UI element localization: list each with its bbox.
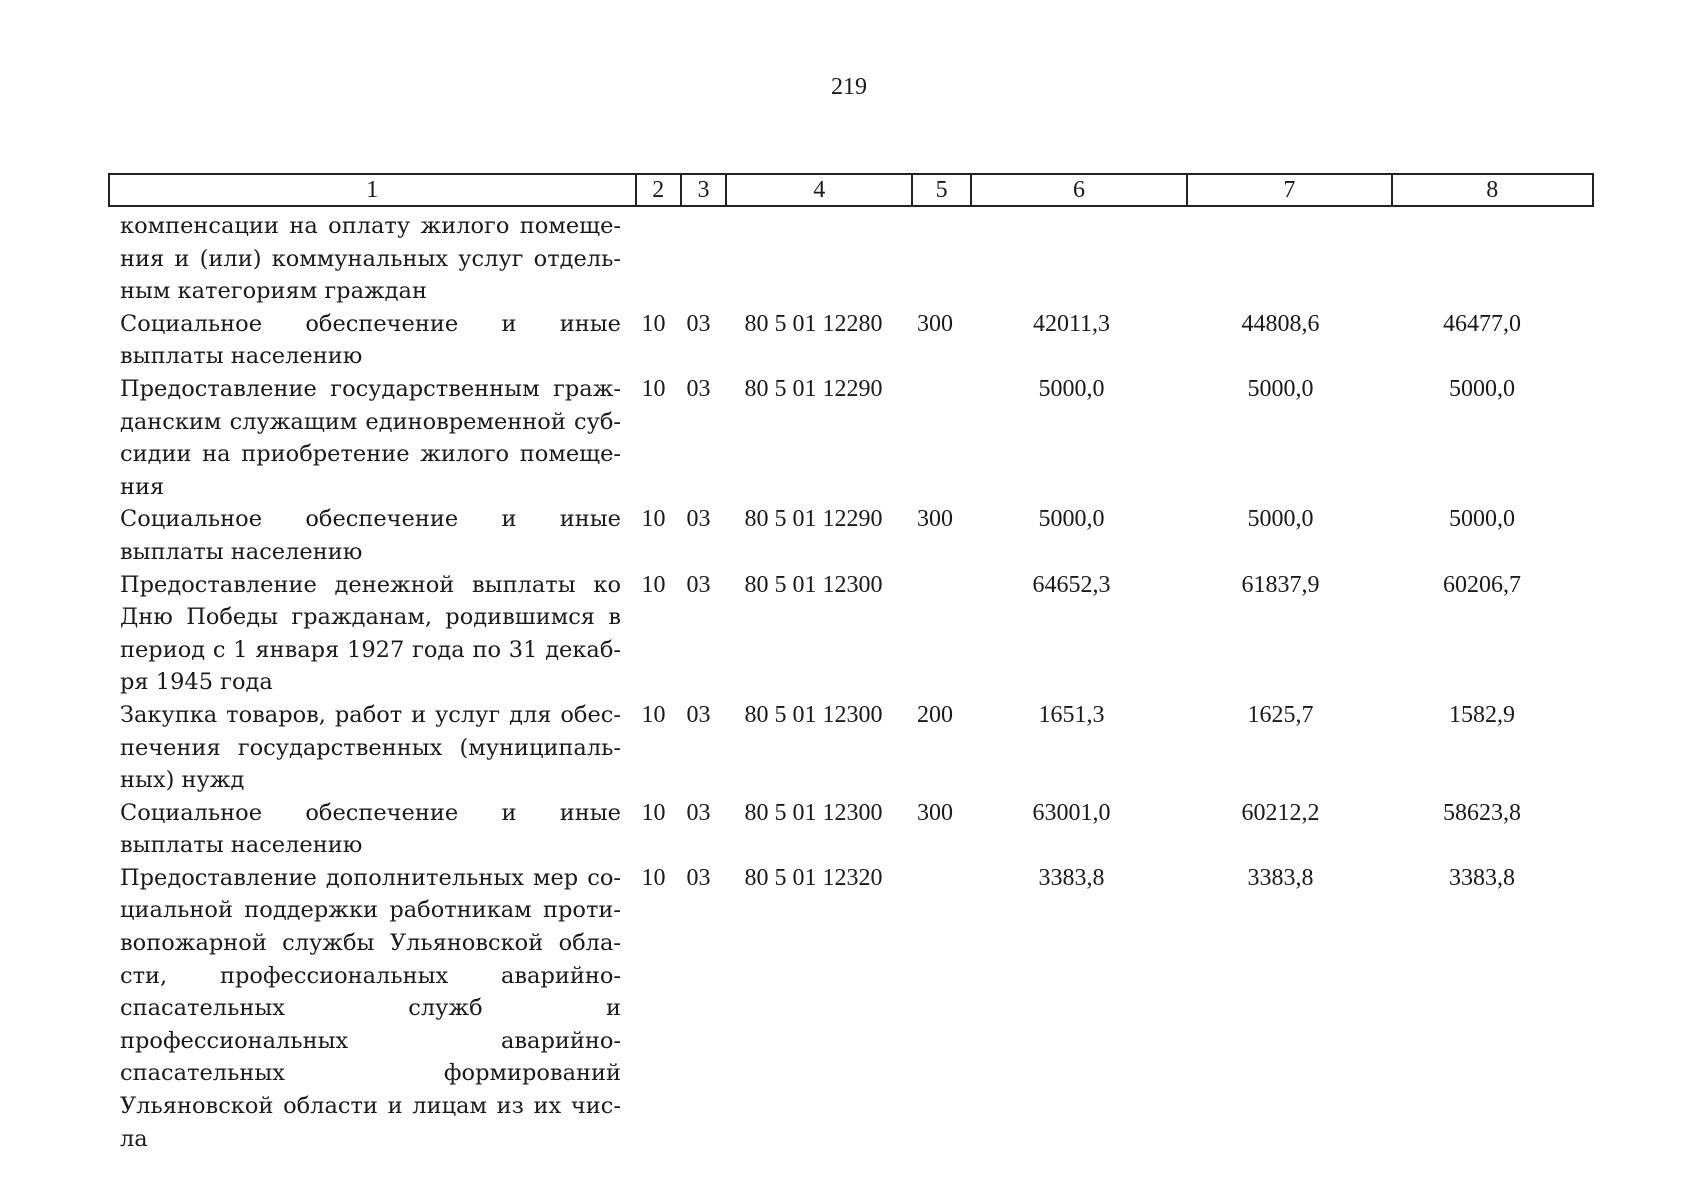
row-description: Социальное обеспечение и иные выплаты населению xyxy=(120,799,621,859)
table-row xyxy=(108,210,1598,308)
target-article-code: 80 5 01 12300 xyxy=(744,701,883,728)
page-number: 219 xyxy=(831,74,867,100)
amount-col-7: 3383,8 xyxy=(1247,864,1314,891)
table-row xyxy=(108,308,1598,373)
subsection-code: 03 xyxy=(686,375,711,402)
amount-col-8: 46477,0 xyxy=(1443,310,1521,337)
column-header-1: 1 xyxy=(109,174,636,206)
column-header-row xyxy=(108,173,1594,207)
subsection-code: 03 xyxy=(686,799,711,826)
amount-col-6: 3383,8 xyxy=(1038,864,1105,891)
table-row xyxy=(108,373,1598,503)
subsection-code: 03 xyxy=(686,506,711,533)
section-code: 10 xyxy=(641,310,666,337)
subsection-code: 03 xyxy=(686,701,711,728)
row-description: Предоставление дополнительных мер со-циальной поддержки работникам проти-вопожарной службы Ульяновской обла-сти, профессиональных аварийно-спасательных служб и профессиональных аварийно-спасательных формирований Ульяновской области и лицам из их чис-ла xyxy=(120,864,621,1152)
amount-col-8: 1582,9 xyxy=(1449,701,1515,728)
amount-col-7: 60212,2 xyxy=(1241,799,1320,826)
section-code: 10 xyxy=(641,701,666,728)
row-description: Предоставление государственным граж-данским служащим единовременной суб-сидии на приобретение жилого помеще-ния xyxy=(120,375,621,500)
subsection-code: 03 xyxy=(686,571,711,598)
expense-type-code: 300 xyxy=(917,310,953,337)
column-header-3: 3 xyxy=(681,174,726,206)
target-article-code: 80 5 01 12320 xyxy=(744,864,883,891)
amount-col-8: 5000,0 xyxy=(1449,375,1515,402)
section-code: 10 xyxy=(641,375,666,402)
column-header-6: 6 xyxy=(971,174,1187,206)
target-article-code: 80 5 01 12300 xyxy=(744,799,883,826)
column-header-2: 2 xyxy=(636,174,681,206)
amount-col-7: 5000,0 xyxy=(1247,506,1314,533)
column-header-7: 7 xyxy=(1187,174,1391,206)
table-body xyxy=(108,210,1598,1155)
subsection-code: 03 xyxy=(686,310,711,337)
row-description: компенсации на оплату жилого помеще-ния и (или) коммунальных услуг отдель-ным категориям граждан xyxy=(120,213,621,305)
amount-col-8: 58623,8 xyxy=(1443,799,1521,826)
section-code: 10 xyxy=(641,864,666,891)
amount-col-8: 60206,7 xyxy=(1443,571,1521,598)
expense-type-code: 300 xyxy=(917,506,953,533)
table-row xyxy=(108,862,1598,1155)
row-description: Предоставление денежной выплаты ко Дню Победы гражданам, родившимся в период с 1 января 1927 года по 31 декаб-ря 1945 года xyxy=(120,571,621,696)
amount-col-6: 42011,3 xyxy=(1032,310,1111,337)
amount-col-7: 61837,9 xyxy=(1241,571,1320,598)
amount-col-7: 5000,0 xyxy=(1247,375,1314,402)
amount-col-6: 1651,3 xyxy=(1038,701,1105,728)
target-article-code: 80 5 01 12290 xyxy=(744,375,883,402)
row-description: Закупка товаров, работ и услуг для обес-печения государственных (муниципаль-ных) нужд xyxy=(120,701,621,794)
amount-col-7: 44808,6 xyxy=(1241,310,1320,337)
amount-col-6: 64652,3 xyxy=(1032,571,1111,598)
table-row xyxy=(108,699,1598,797)
column-header-5: 5 xyxy=(912,174,970,206)
table-row xyxy=(108,797,1598,862)
amount-col-6: 63001,0 xyxy=(1032,799,1111,826)
row-description: Социальное обеспечение и иные выплаты населению xyxy=(120,310,621,370)
table-row xyxy=(108,569,1598,699)
column-header-8: 8 xyxy=(1392,174,1593,206)
row-description: Социальное обеспечение и иные выплаты населению xyxy=(120,506,621,565)
target-article-code: 80 5 01 12280 xyxy=(744,310,883,337)
subsection-code: 03 xyxy=(686,864,711,891)
amount-col-6: 5000,0 xyxy=(1038,506,1105,533)
amount-col-8: 3383,8 xyxy=(1449,864,1515,891)
amount-col-7: 1625,7 xyxy=(1247,701,1314,728)
column-header-4: 4 xyxy=(726,174,912,206)
expense-type-code: 300 xyxy=(917,799,953,826)
section-code: 10 xyxy=(641,506,666,533)
amount-col-8: 5000,0 xyxy=(1449,506,1515,533)
table-row xyxy=(108,503,1598,568)
target-article-code: 80 5 01 12300 xyxy=(744,571,883,598)
expense-type-code: 200 xyxy=(917,701,953,728)
section-code: 10 xyxy=(641,571,666,598)
section-code: 10 xyxy=(641,799,666,826)
amount-col-6: 5000,0 xyxy=(1038,375,1105,402)
target-article-code: 80 5 01 12290 xyxy=(744,506,883,533)
